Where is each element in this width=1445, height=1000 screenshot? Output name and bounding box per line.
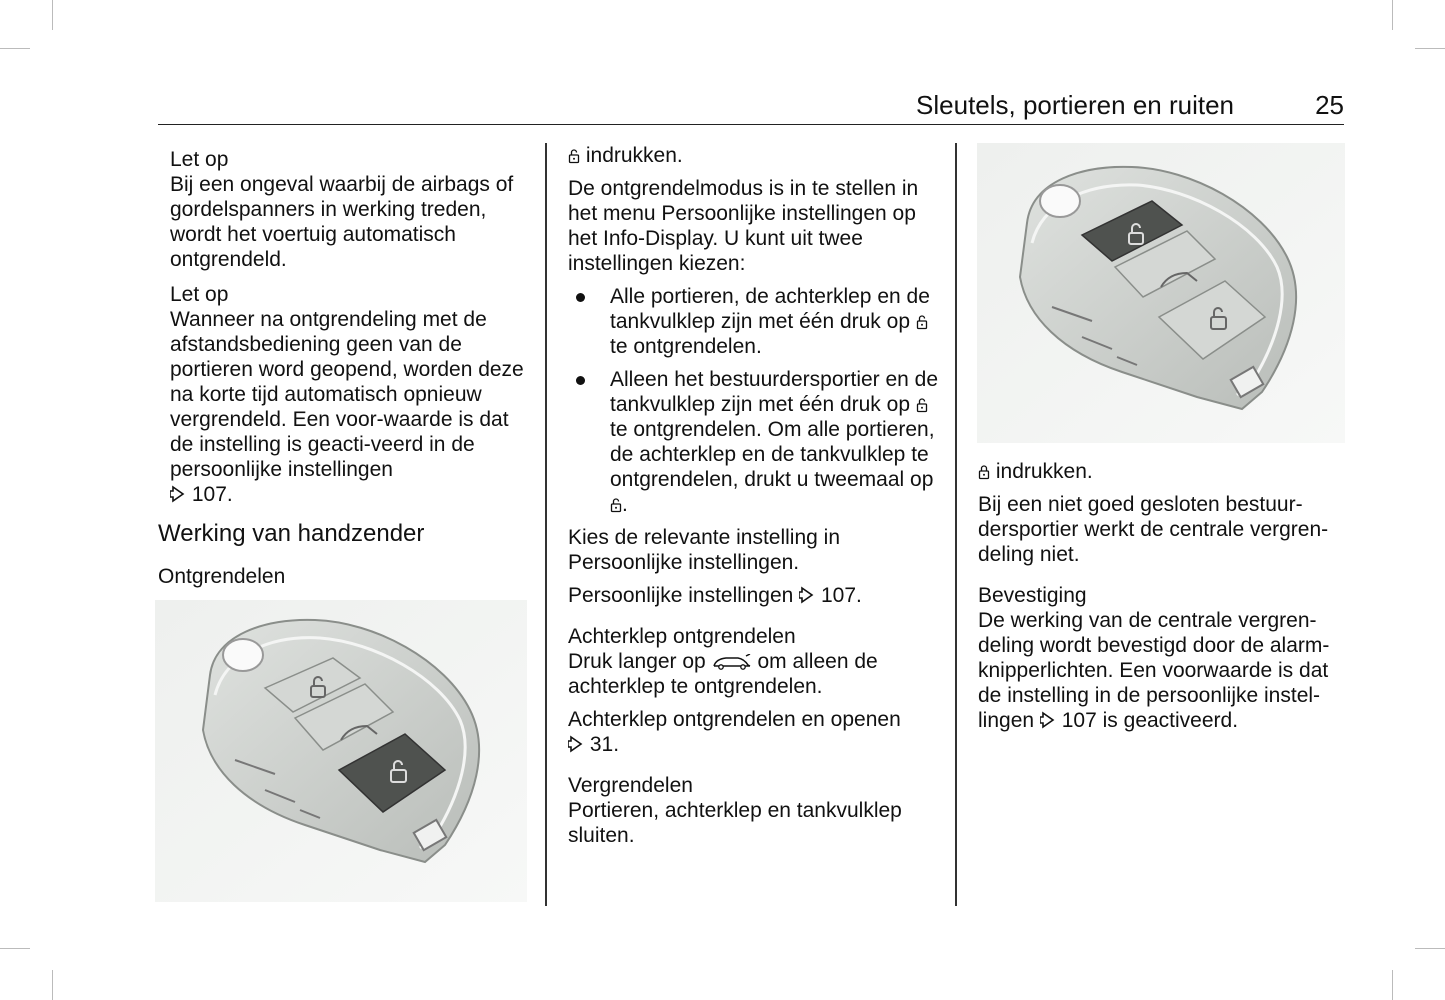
list-item-text: . [622, 493, 628, 516]
paragraph: De ontgrendelmodus is in te stellen in het menu Persoonlijke instellingen op het Info-Display. U kunt uit twee instellingen kiezen: [568, 177, 919, 275]
option-list [568, 284, 940, 517]
list-item-text: te ontgrendelen. Om alle portieren, de achterklep en de tankvulklep te ontgrendelen, drukt u tweemaal op [610, 418, 935, 491]
page-reference[interactable]: 107. [191, 483, 233, 506]
crop-mark [1392, 0, 1393, 30]
page-reference[interactable]: 107. [821, 584, 862, 607]
bullet [576, 293, 585, 302]
column-left [158, 143, 528, 589]
paragraph: Druk langer op [568, 650, 706, 673]
reference-text: Achterklep ontgrendelen en openen [568, 708, 901, 731]
crop-mark [1392, 970, 1393, 1000]
subsection-heading: Vergrendelen [568, 774, 693, 797]
paragraph: is geactiveerd. [1102, 709, 1239, 732]
column-divider [545, 143, 547, 906]
instruction-text: indrukken. [585, 144, 683, 167]
crop-mark [52, 970, 53, 1000]
list-item-text: Alle portieren, de achterklep en de tankvulklep zijn met één druk op [610, 285, 930, 333]
subsection-heading: Bevestiging [978, 584, 1087, 607]
paragraph: De werking van de centrale vergren-deling wordt bevestigd door de alarm-knipperlichten. Een voorwaarde is dat de instelling in de persoonlijke instel-lingen [978, 609, 1330, 732]
lock-icon [978, 464, 990, 480]
key-fob-unlock-illustration [155, 600, 527, 902]
page-reference[interactable]: 31. [589, 733, 620, 756]
tailgate-icon [712, 654, 752, 670]
arrow-reference-icon [170, 485, 186, 503]
arrow-reference-icon [1040, 711, 1056, 729]
column-divider [955, 143, 957, 906]
page-title: Sleutels, portieren en ruiten [916, 90, 1234, 120]
crop-mark [1415, 48, 1445, 49]
page-reference[interactable]: 107 [1061, 709, 1097, 732]
crop-mark [0, 48, 30, 49]
subsection-heading: Achterklep ontgrendelen [568, 625, 796, 648]
list-item-text: Alleen het bestuurdersportier en de tankvulklep zijn met één druk op [610, 368, 939, 416]
crop-mark [0, 948, 30, 949]
reference-text: Persoonlijke instellingen [568, 584, 794, 607]
list-item [568, 367, 940, 517]
column-middle [568, 143, 940, 856]
section-heading: Werking van handzender [158, 520, 425, 547]
key-fob-lock-illustration [977, 143, 1345, 443]
subsection-heading: Ontgrendelen [158, 565, 286, 588]
instruction-text: indrukken. [995, 460, 1093, 483]
unlock-icon [916, 397, 928, 413]
note-box [158, 147, 528, 272]
page-number: 25 [1315, 90, 1344, 120]
note-text: Bij een ongeval waarbij de airbags of gordelspanners in werking treden, wordt het voertuig automatisch ontgrendeld. [170, 173, 514, 271]
unlock-icon [568, 148, 580, 164]
unlock-icon [610, 497, 622, 513]
paragraph: om alleen de achterklep te ontgrendelen. [568, 650, 878, 698]
list-item-text: te ontgrendelen. [610, 335, 762, 358]
list-item [568, 284, 940, 359]
unlock-icon [916, 314, 928, 330]
note-title: Let op [170, 283, 229, 306]
paragraph: Portieren, achterklep en tankvulklep sluiten. [568, 799, 902, 847]
column-right [978, 459, 1346, 741]
paragraph: Kies de relevante instelling in Persoonlijke instellingen. [568, 526, 840, 574]
crop-mark [52, 0, 53, 30]
note-title: Let op [170, 148, 229, 171]
paragraph: Bij een niet goed gesloten bestuur-dersportier werkt de centrale vergren-deling niet. [978, 493, 1329, 566]
crop-mark [1415, 948, 1445, 949]
arrow-reference-icon [568, 735, 584, 753]
arrow-reference-icon [799, 586, 815, 604]
page-header [158, 88, 1344, 125]
note-box [158, 282, 528, 507]
bullet [576, 376, 585, 385]
note-text: Wanneer na ontgrendeling met de afstandsbediening geen van de portieren word geopend, worden deze na korte tijd automatisch opnieuw vergrendeld. Een voor-waarde is dat de instelling is geacti-veerd in de persoonlijke instellingen [170, 308, 524, 481]
